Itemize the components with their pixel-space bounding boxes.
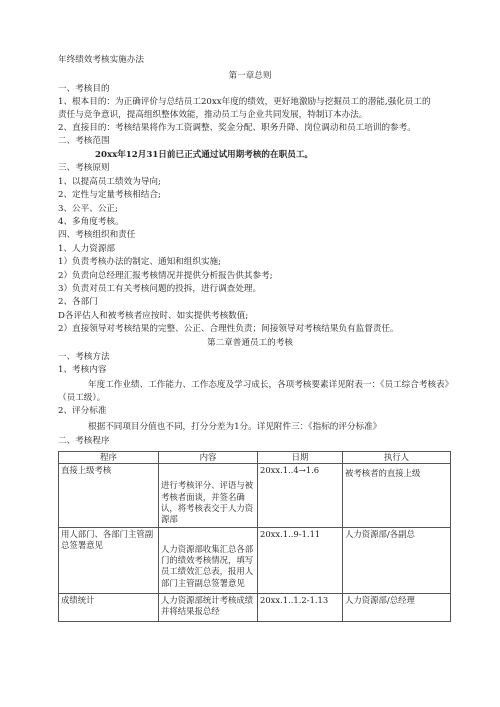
subsection-heading: 2、评分标准 xyxy=(58,406,107,416)
table-cell: 直接上级考核 xyxy=(59,464,159,527)
list-item: 1）负责考核办法的制定、通知和组织实施; xyxy=(58,257,222,267)
section-heading: 三、考核原则 xyxy=(58,163,110,173)
paragraph-line: 20xx年12月31日前已正式通过试用期考核的在职员工。 xyxy=(95,150,314,160)
subsection-heading: 2、各部门 xyxy=(58,297,98,307)
chapter-2-heading: 第二章普通员工的考核 xyxy=(207,338,293,348)
section-heading: 四、考核组织和责任 xyxy=(58,230,136,240)
list-item: 1、以提高员工绩效为导向; xyxy=(58,177,161,187)
section-heading: 一、考核方法 xyxy=(58,352,110,362)
subsection-heading: 1、人力资源部 xyxy=(58,244,116,254)
procedure-table xyxy=(58,451,451,622)
section-heading: 一、考核目的 xyxy=(58,84,110,94)
paragraph-line: （员工级）。 xyxy=(58,393,106,403)
section-heading: 二、考核程序 xyxy=(58,436,110,446)
paragraph-line: 1、根本目的：为正确评价与总结员工20xx年度的绩效，更好地激励与挖掘员工的潜能,强化员工的 xyxy=(58,97,431,107)
table-row xyxy=(59,464,451,527)
table-header-row xyxy=(59,452,451,464)
table-cell: 进行考核评分、评语与被考核者面谈，并签名确认，将考核表交于人力资源部 xyxy=(159,464,258,527)
list-item: 2、定性与定量考核相结合; xyxy=(58,190,161,200)
column-header: 执行人 xyxy=(343,452,451,464)
table-cell: 人力资源部收集汇总各部门的绩效考核情况，填写员工绩效汇总表，报用人部门主管副总签署意见 xyxy=(159,527,258,593)
list-item: 2）直接领导对考核结果的完整、公正、合理性负责；间接领导对考核结果负有监督责任。 xyxy=(58,324,399,334)
paragraph-line: 2、直接目的：考核结果将作为工资调整、奖金分配、职务升降、岗位调动和员工培训的参考。 xyxy=(58,123,416,133)
table-row xyxy=(59,527,451,593)
subsection-heading: 1、考核内容 xyxy=(58,365,107,375)
table-cell: 20xx.1..1.2-1.13 xyxy=(258,593,343,621)
table-cell: 被考核者的直接上级 xyxy=(343,464,451,527)
table-cell: 20xx.1..9-1.11 xyxy=(258,527,343,593)
list-item: 2）负责向总经理汇报考核情况并提供分析报告供其参考; xyxy=(58,271,273,281)
chapter-1-heading: 第一章总则 xyxy=(228,71,272,81)
paragraph-line: 责任与竞争意识，提高组织整体效能，推动员工与企业共同发展，特制订本办法。 xyxy=(58,110,368,120)
table-cell: 用人部门、各部门主管副总签署意见 xyxy=(59,527,159,593)
list-item: 3）负责对员工有关考核问题的投拆，进行调查处理。 xyxy=(58,284,262,294)
table-cell: 20xx.1..4→1.6 xyxy=(258,464,343,527)
column-header: 程序 xyxy=(59,452,159,464)
document-title: 年终绩效考核实施办法 xyxy=(58,55,144,65)
paragraph-line: 根据不同项目分值也不同，打分分差为1分。详见附件三：《指标的评分标准》 xyxy=(88,422,382,432)
table-cell: 人力资源部/总经理 xyxy=(343,593,451,621)
table-row xyxy=(59,593,451,621)
list-item: 4、多角度考核。 xyxy=(58,217,124,227)
column-header: 内容 xyxy=(159,452,258,464)
table-cell: 人力资源部/各副总 xyxy=(343,527,451,593)
column-header: 日期 xyxy=(258,452,343,464)
paragraph-line: 年度工作业绩、工作能力、工作态度及学习成长，各项考核要素详见附表一：《员工综合考核表》 xyxy=(88,380,454,390)
list-item: 3、公平、公正; xyxy=(58,204,118,214)
section-heading: 二、考核范围 xyxy=(58,136,110,146)
list-item: D各评估人和被考核者应按时、如实提供考核数值; xyxy=(58,311,249,321)
table-cell: 人力资源部统计考核成绩并将结果报总经 xyxy=(159,593,258,621)
table-cell: 成绩统计 xyxy=(59,593,159,621)
